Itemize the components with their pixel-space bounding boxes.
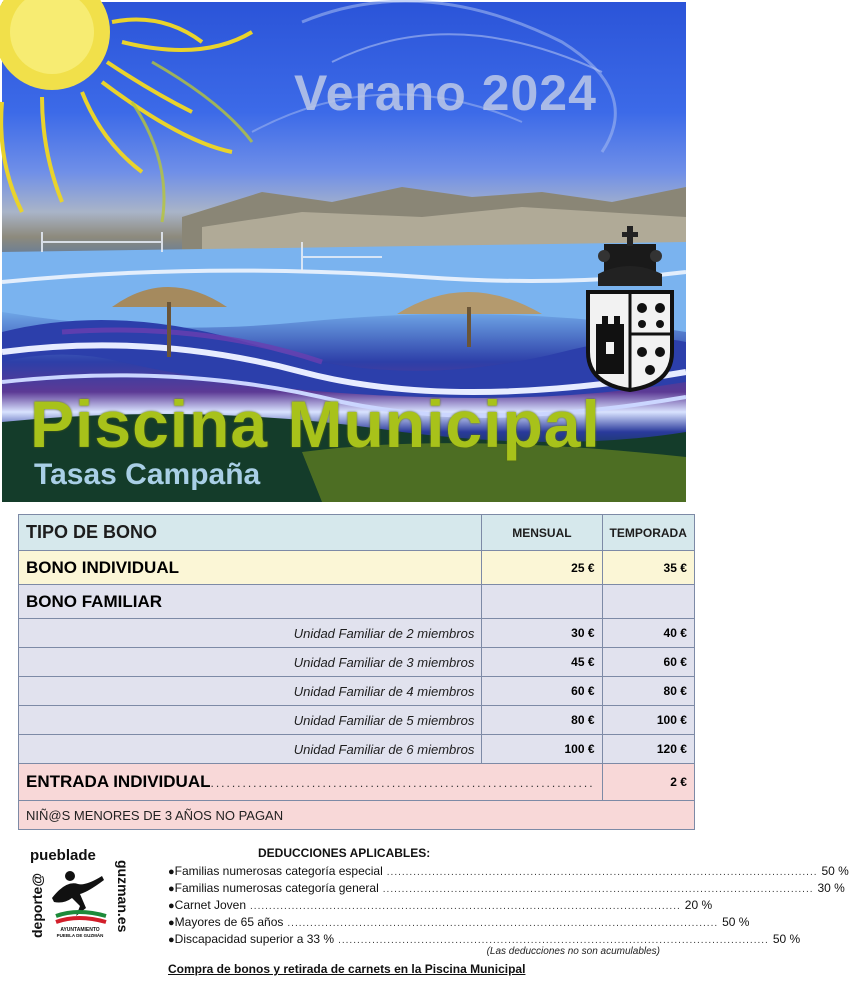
bullet-icon: ● <box>168 934 175 946</box>
page-subtitle: Tasas Campaña <box>34 458 261 491</box>
row-label: Unidad Familiar de 6 miembros <box>19 735 482 764</box>
runner-icon <box>52 876 104 916</box>
price-temporada: 35 € <box>602 551 694 585</box>
row-label: BONO INDIVIDUAL <box>19 551 482 585</box>
bullet-icon: ● <box>168 883 175 895</box>
price-temporada: 80 € <box>602 677 694 706</box>
purchase-info: Compra de bonos y retirada de carnets en la Piscina Municipal <box>168 962 526 976</box>
deductions-title: DEDUCCIONES APLICABLES: <box>258 846 431 860</box>
deduction-percent: 20 % <box>684 898 713 912</box>
row-label: Unidad Familiar de 5 miembros <box>19 706 482 735</box>
logo-caption-1: AYUNTAMIENTO <box>60 927 100 933</box>
price-mensual: 30 € <box>482 619 602 648</box>
list-item <box>168 898 713 915</box>
column-header-tipo: TIPO DE BONO <box>19 515 482 551</box>
price-temporada: 120 € <box>602 735 694 764</box>
deporte-logo <box>22 846 146 942</box>
price-temporada: 60 € <box>602 648 694 677</box>
list-item <box>168 881 845 898</box>
price-mensual: 25 € <box>482 551 602 585</box>
dot-leader: .................................................................................................................. <box>338 935 769 946</box>
logo-top-text: pueblade <box>30 847 96 864</box>
dot-leader: .................................................................................................................. <box>382 884 814 895</box>
table-row <box>19 735 695 764</box>
table-row-bono-individual <box>19 551 695 585</box>
price-mensual: 60 € <box>482 677 602 706</box>
table-row-entrada-individual <box>19 764 695 801</box>
row-label: Unidad Familiar de 4 miembros <box>19 677 482 706</box>
bullet-icon: ● <box>168 866 175 878</box>
poster-banner <box>2 2 686 502</box>
bullet-icon: ● <box>168 917 175 929</box>
dot-leader: ........................................................................ <box>210 776 595 790</box>
table-row-bono-familiar <box>19 585 695 619</box>
row-label: Unidad Familiar de 2 miembros <box>19 619 482 648</box>
logo-caption-2: PUEBLA DE GUZMÁN <box>56 933 104 938</box>
logo-right-text: guzman.es <box>115 860 131 933</box>
price-table <box>18 514 695 830</box>
row-label: Unidad Familiar de 3 miembros <box>19 648 482 677</box>
deduction-name: Carnet Joven <box>174 898 247 912</box>
empty-cell <box>602 585 694 619</box>
deductions-note: (Las deducciones no son acumulables) <box>486 946 660 957</box>
price-temporada: 100 € <box>602 706 694 735</box>
deduction-percent: 50 % <box>722 915 750 929</box>
empty-cell <box>482 585 602 619</box>
table-row-ninos <box>19 801 695 830</box>
deduction-name: Discapacidad superior a 33 % <box>174 932 335 946</box>
table-row <box>19 648 695 677</box>
column-header-temporada: TEMPORADA <box>602 515 694 551</box>
deduction-name: Familias numerosas categoría especial <box>174 864 383 878</box>
table-header-row <box>19 515 695 551</box>
table-row <box>19 706 695 735</box>
deduction-percent: 30 % <box>817 881 845 895</box>
list-item <box>168 915 750 932</box>
row-label: BONO FAMILIAR <box>19 585 482 619</box>
table-row <box>19 677 695 706</box>
deduction-name: Familias numerosas categoría general <box>174 881 379 895</box>
deduction-percent: 50 % <box>772 932 801 946</box>
bullet-icon: ● <box>168 900 175 912</box>
campaign-year-title: Verano 2024 <box>294 65 597 121</box>
deduction-name: Mayores de 65 años <box>174 915 284 929</box>
price-mensual: 100 € <box>482 735 602 764</box>
ninos-note: NIÑ@S MENORES DE 3 AÑOS NO PAGAN <box>19 801 695 830</box>
deductions-list <box>168 864 849 949</box>
price-temporada: 40 € <box>602 619 694 648</box>
price-mensual: 80 € <box>482 706 602 735</box>
row-label: ENTRADA INDIVIDUAL <box>26 772 211 791</box>
deduction-percent: 50 % <box>821 864 849 878</box>
logo-left-text: deporte@ <box>29 873 45 938</box>
table-row <box>19 619 695 648</box>
coat-of-arms-icon <box>584 224 676 394</box>
page-title: Piscina Municipal <box>30 387 601 461</box>
dot-leader: .................................................................................................................. <box>250 901 681 912</box>
list-item <box>168 864 849 881</box>
entrada-label-cell <box>19 764 603 801</box>
dot-leader: .................................................................................................................. <box>386 867 818 878</box>
column-header-mensual: MENSUAL <box>482 515 602 551</box>
price-entrada: 2 € <box>602 764 694 801</box>
price-mensual: 45 € <box>482 648 602 677</box>
dot-leader: .................................................................................................................. <box>287 918 719 929</box>
